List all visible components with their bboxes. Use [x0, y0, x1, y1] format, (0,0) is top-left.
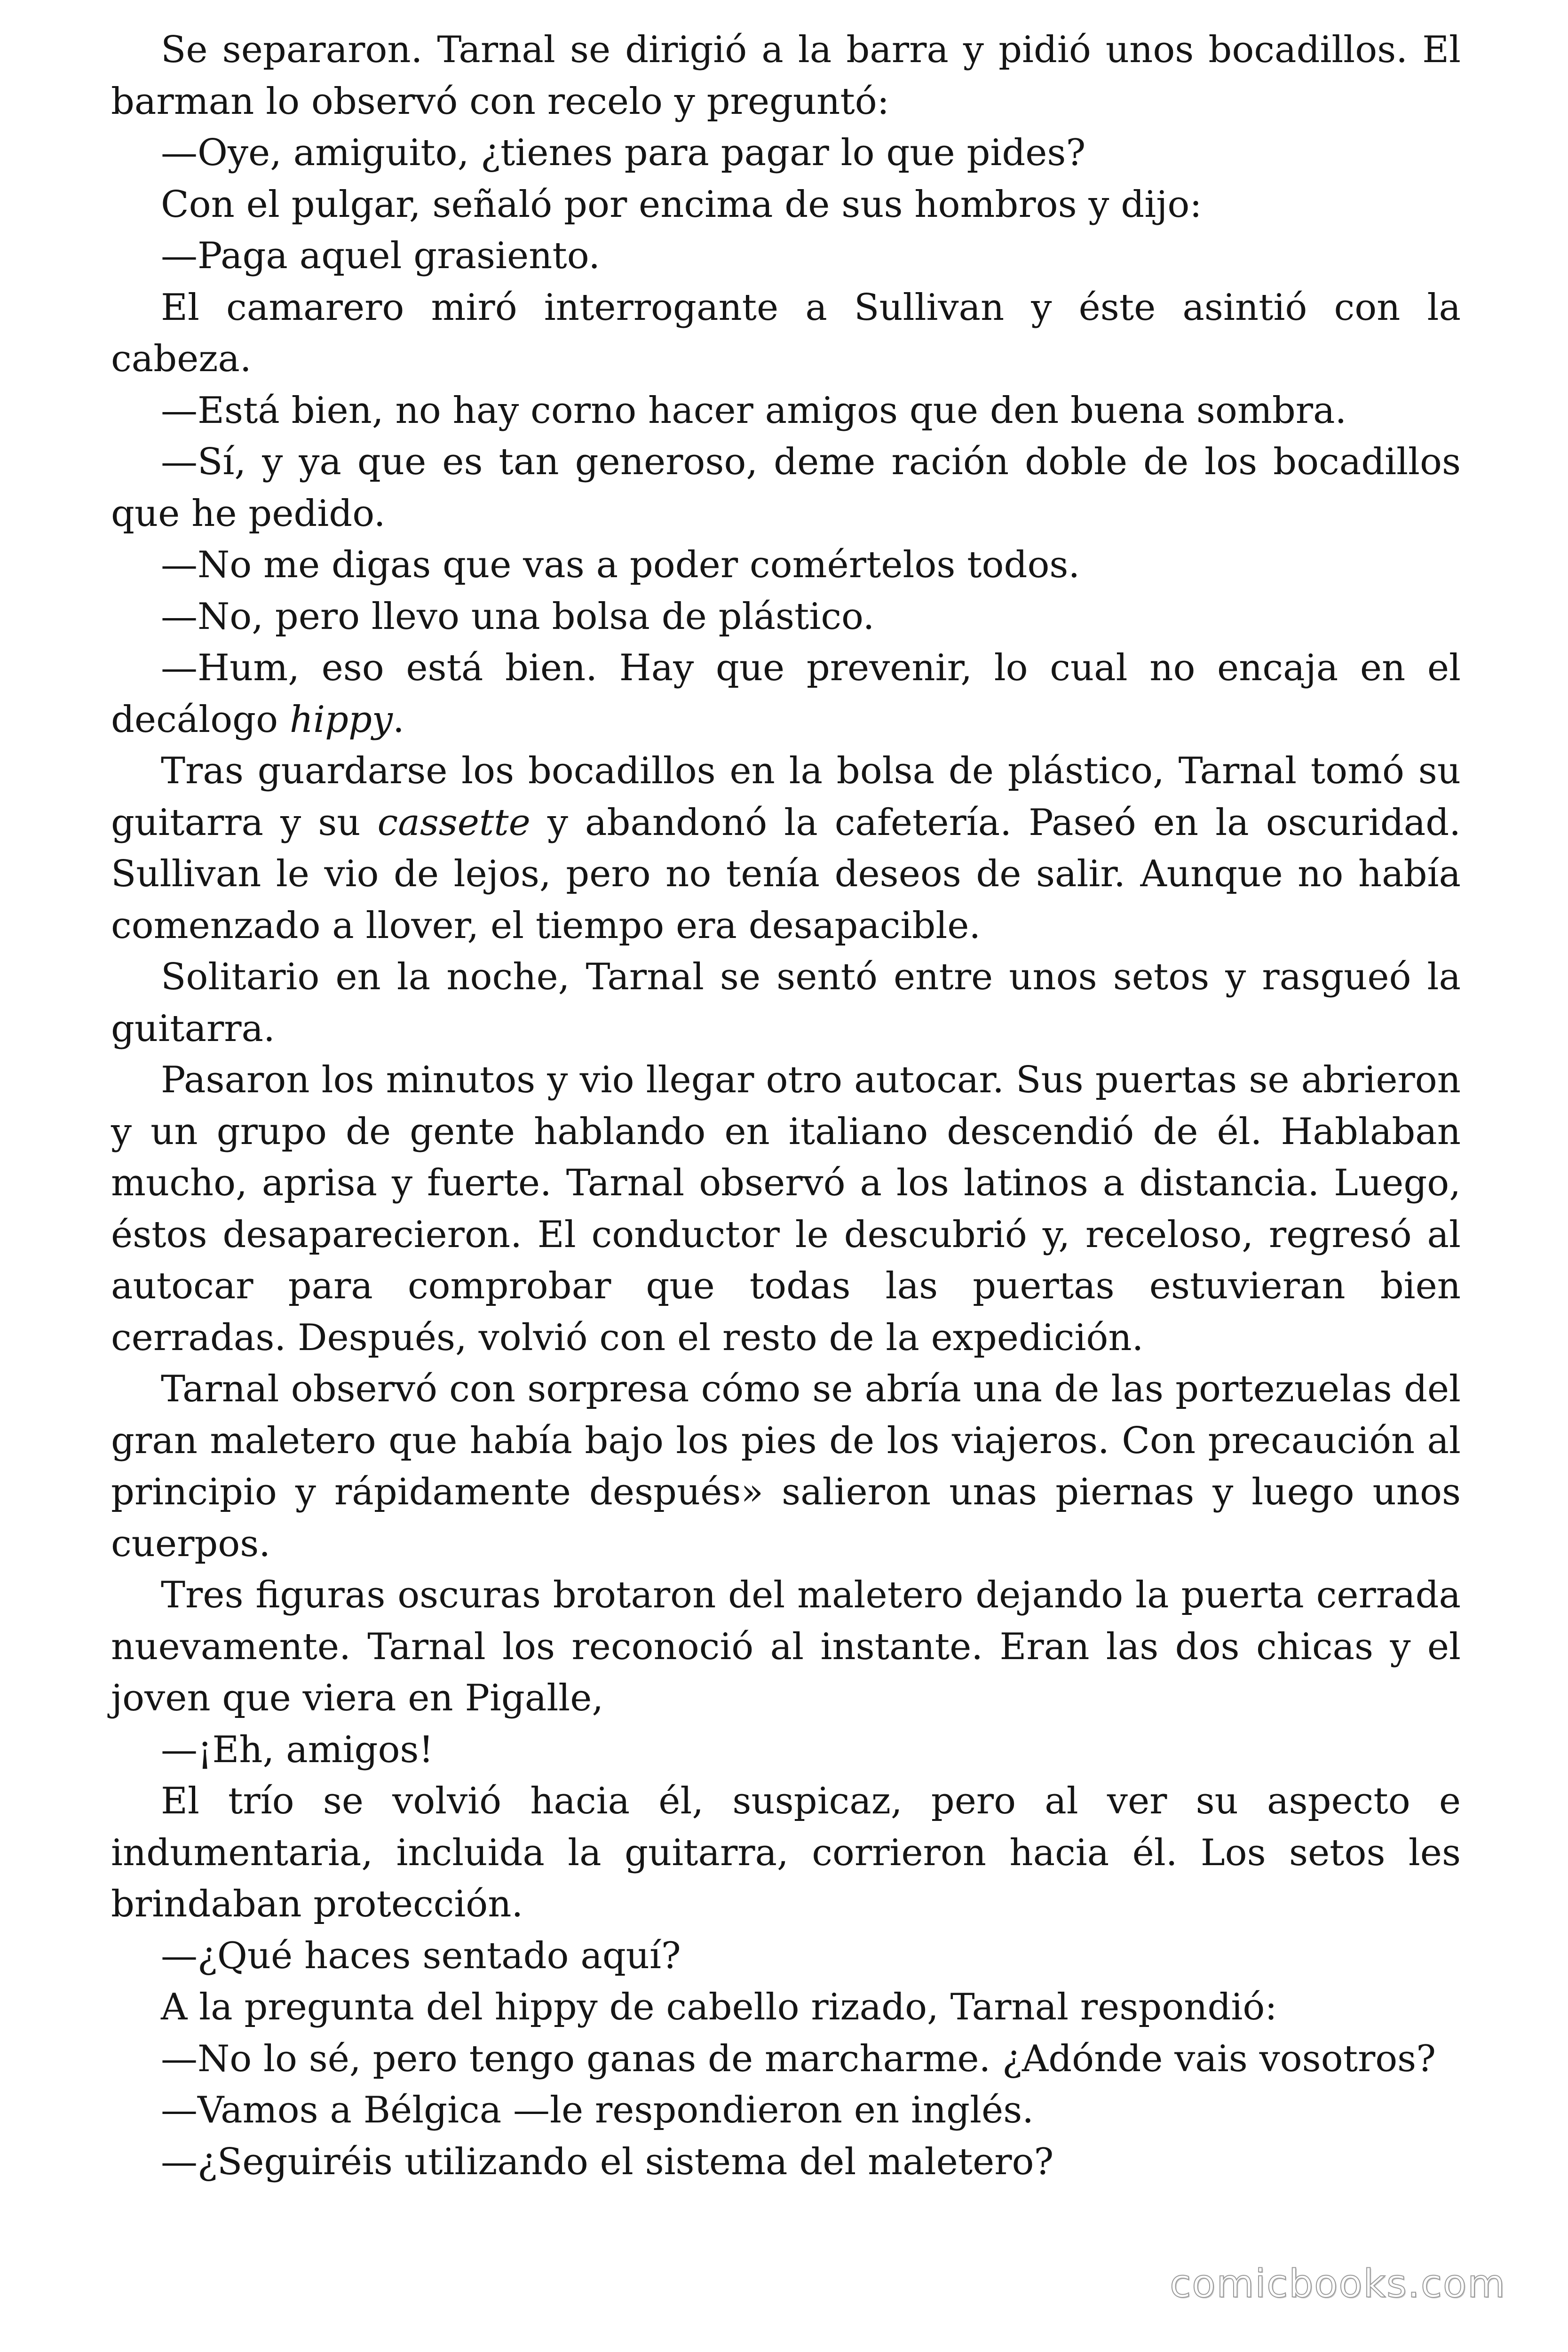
paragraph — [111, 746, 1461, 952]
paragraph: A la pregunta del hippy de cabello rizado, Tarnal respondió: — [161, 1986, 1277, 2028]
paragraph: —¿Qué haces sentado aquí? — [161, 1934, 681, 1977]
paragraph-text: . — [392, 698, 404, 741]
page-text — [111, 24, 1461, 2188]
paragraph: —No me digas que vas a poder comértelos todos. — [161, 544, 1080, 586]
paragraph: Tres figuras oscuras brotaron del maletero dejando la puerta cerrada nuevamente. Tarnal los reconoció al instante. Eran las dos chicas y el joven que viera en Pigalle, — [111, 1574, 1461, 1719]
paragraph-text: y abandonó la cafetería. Paseó en la oscuridad. Sullivan le vio de lejos, pero no tenía deseos de salir. Aunque no había comenzado a llover, el tiempo era desapacible. — [111, 801, 1461, 947]
paragraph: —¿Seguiréis utilizando el sistema del maletero? — [161, 2140, 1054, 2183]
paragraph: El trío se volvió hacia él, suspicaz, pero al ver su aspecto e indumentaria, incluida la guitarra, corrieron hacia él. Los setos les brindaban protección. — [111, 1780, 1461, 1925]
italic-word: cassette — [377, 801, 531, 844]
paragraph: —Oye, amiguito, ¿tienes para pagar lo que pides? — [161, 132, 1086, 174]
paragraph — [111, 643, 1461, 746]
paragraph: Con el pulgar, señaló por encima de sus hombros y dijo: — [161, 183, 1202, 226]
watermark: comicbooks.com — [1170, 2262, 1506, 2306]
paragraph: —Está bien, no hay corno hacer amigos que den buena sombra. — [161, 389, 1347, 432]
paragraph: Pasaron los minutos y vio llegar otro autocar. Sus puertas se abrieron y un grupo de gente hablando en italiano descendió de él. Hablaban mucho, aprisa y fuerte. Tarnal observó a los latinos a distancia. Luego, éstos desaparecieron. El conductor le descubrió y, receloso, regresó al autocar para comprobar que todas las puertas estuvieran bien cerradas. Después, volvió con el resto de la expedición. — [111, 1059, 1461, 1359]
paragraph: Se separaron. Tarnal se dirigió a la barra y pidió unos bocadillos. El barman lo observó con recelo y preguntó: — [111, 29, 1461, 123]
italic-word: hippy — [289, 698, 393, 741]
paragraph-text: —Hum, eso está bien. Hay que prevenir, lo cual no encaja en el decálogo — [111, 647, 1461, 741]
paragraph: —No lo sé, pero tengo ganas de marcharme. ¿Adónde vais vosotros? — [161, 2037, 1436, 2080]
paragraph: —Sí, y ya que es tan generoso, deme ración doble de los bocadillos que he pedido. — [111, 441, 1461, 535]
paragraph: —¡Eh, amigos! — [161, 1728, 434, 1771]
paragraph: —Paga aquel grasiento. — [161, 235, 601, 277]
paragraph: Solitario en la noche, Tarnal se sentó entre unos setos y rasgueó la guitarra. — [111, 956, 1461, 1050]
paragraph: Tarnal observó con sorpresa cómo se abría una de las portezuelas del gran maletero que había bajo los pies de los viajeros. Con precaución al principio y rápidamente después» salieron unas piernas y luego unos cuerpos. — [111, 1368, 1461, 1565]
paragraph: —Vamos a Bélgica —le respondieron en inglés. — [161, 2089, 1034, 2131]
paragraph: El camarero miró interrogante a Sullivan y éste asintió con la cabeza. — [111, 286, 1461, 380]
paragraph: —No, pero llevo una bolsa de plástico. — [161, 595, 875, 638]
paragraph-text: Tras guardarse los bocadillos en la bolsa de plástico, Tarnal tomó su guitarra y su — [111, 750, 1461, 844]
